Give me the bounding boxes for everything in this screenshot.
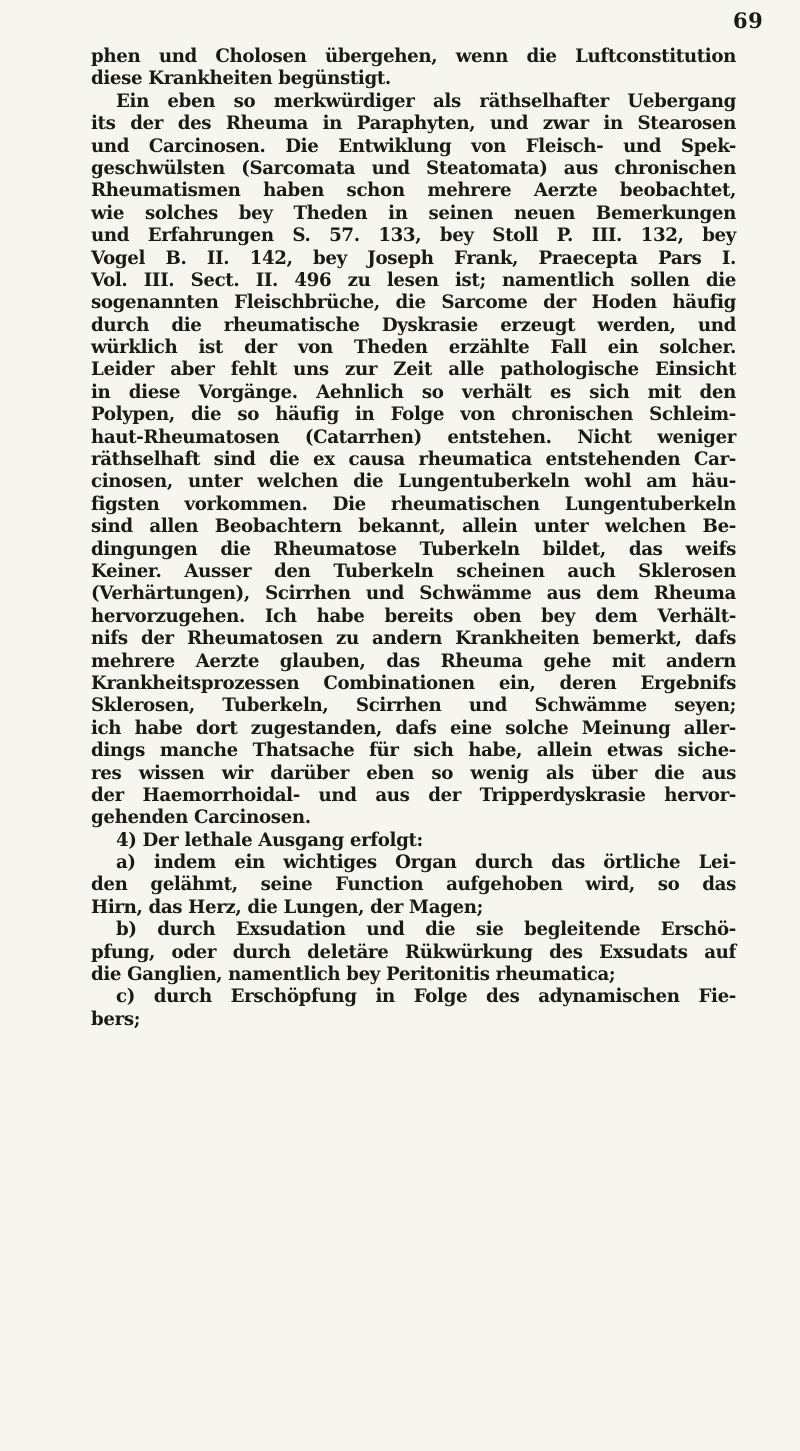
text-line: phen und Cholosen übergehen, wenn die Luftconstitution bbox=[91, 46, 736, 67]
text-line: c) durch Erschöpfung in Folge des adynamischen Fie- bbox=[116, 986, 736, 1008]
text-line: in diese Vorgänge. Aehnlich so verhält es sich mit den bbox=[91, 381, 736, 403]
text-line: und Carcinosen. Die Entwiklung von Fleisch- und Spek- bbox=[91, 135, 736, 157]
text-line: würklich ist der von Theden erzählte Fall ein solcher. bbox=[91, 337, 736, 359]
text-line: Polypen, die so häufig in Folge von chronischen Schleim- bbox=[91, 404, 736, 426]
text-line: 4) Der lethale Ausgang erfolgt: bbox=[116, 829, 423, 851]
text-line: res wissen wir darüber eben so wenig als über die aus bbox=[91, 762, 736, 784]
text-line: cinosen, unter welchen die Lungentuberkeln wohl am häu- bbox=[91, 471, 736, 493]
text-line: die Ganglien, namentlich bey Peritonitis rheumatica; bbox=[91, 964, 616, 986]
text-line: Krankheitsprozessen Combinationen ein, deren Ergebnifs bbox=[91, 672, 736, 694]
text-line: a) indem ein wichtiges Organ durch das örtliche Lei- bbox=[116, 852, 736, 874]
text-line: figsten vorkommen. Die rheumatischen Lungentuberkeln bbox=[91, 493, 736, 515]
text-line: gehenden Carcinosen. bbox=[91, 807, 311, 829]
text-line: hervorzugehen. Ich habe bereits oben bey dem Verhält- bbox=[91, 605, 736, 627]
text-line: und Erfahrungen S. 57. 133, bey Stoll P. III. 132, bey bbox=[91, 225, 736, 247]
text-line: bers; bbox=[91, 1008, 141, 1030]
text-line: ich habe dort zugestanden, dafs eine solche Meinung aller- bbox=[91, 717, 736, 739]
text-line: wie solches bey Theden in seinen neuen Bemerkungen bbox=[91, 202, 736, 224]
text-line: diese Krankheiten begünstigt. bbox=[91, 68, 391, 90]
text-line: dings manche Thatsache für sich habe, allein etwas siche- bbox=[91, 740, 736, 762]
body-text bbox=[91, 46, 736, 1031]
text-line: räthselhaft sind die ex causa rheumatica entstehenden Car- bbox=[91, 449, 736, 471]
text-line: Hirn, das Herz, die Lungen, der Magen; bbox=[91, 896, 483, 918]
text-line: its der des Rheuma in Paraphyten, und zwar in Stearosen bbox=[91, 113, 736, 135]
text-line: Rheumatismen haben schon mehrere Aerzte beobachtet, bbox=[91, 180, 736, 202]
text-line: sogenannten Fleischbrüche, die Sarcome der Hoden häufig bbox=[91, 292, 736, 314]
text-line: pfung, oder durch deletäre Rükwürkung des Exsudats auf bbox=[91, 941, 736, 963]
text-line: Vogel B. II. 142, bey Joseph Frank, Praecepta Pars I. bbox=[91, 247, 736, 269]
text-line: mehrere Aerzte glauben, das Rheuma gehe mit andern bbox=[91, 650, 736, 672]
text-line: Vol. III. Sect. II. 496 zu lesen ist; namentlich sollen die bbox=[91, 269, 736, 291]
page-number: 69 bbox=[733, 8, 764, 33]
text-line: sind allen Beobachtern bekannt, allein unter welchen Be- bbox=[91, 516, 736, 538]
text-line: Ein eben so merkwürdiger als räthselhafter Uebergang bbox=[116, 90, 736, 112]
text-line: Sklerosen, Tuberkeln, Scirrhen und Schwämme seyen; bbox=[91, 695, 736, 717]
text-line: nifs der Rheumatosen zu andern Krankheiten bemerkt, dafs bbox=[91, 628, 736, 650]
text-line: den gelähmt, seine Function aufgehoben wird, so das bbox=[91, 874, 736, 896]
text-line: dingungen die Rheumatose Tuberkeln bildet, das weifs bbox=[91, 538, 736, 560]
text-line: haut-Rheumatosen (Catarrhen) entstehen. Nicht weniger bbox=[91, 426, 736, 448]
text-line: Leider aber fehlt uns zur Zeit alle pathologische Einsicht bbox=[91, 359, 736, 381]
text-line: b) durch Exsudation und die sie begleitende Erschö- bbox=[116, 919, 736, 941]
text-line: (Verhärtungen), Scirrhen und Schwämme aus dem Rheuma bbox=[91, 583, 736, 605]
text-line: durch die rheumatische Dyskrasie erzeugt werden, und bbox=[91, 314, 736, 336]
text-line: der Haemorrhoidal- und aus der Tripperdyskrasie hervor- bbox=[91, 784, 736, 806]
text-line: Keiner. Ausser den Tuberkeln scheinen auch Sklerosen bbox=[91, 560, 736, 582]
text-line: geschwülsten (Sarcomata und Steatomata) aus chronischen bbox=[91, 157, 736, 179]
